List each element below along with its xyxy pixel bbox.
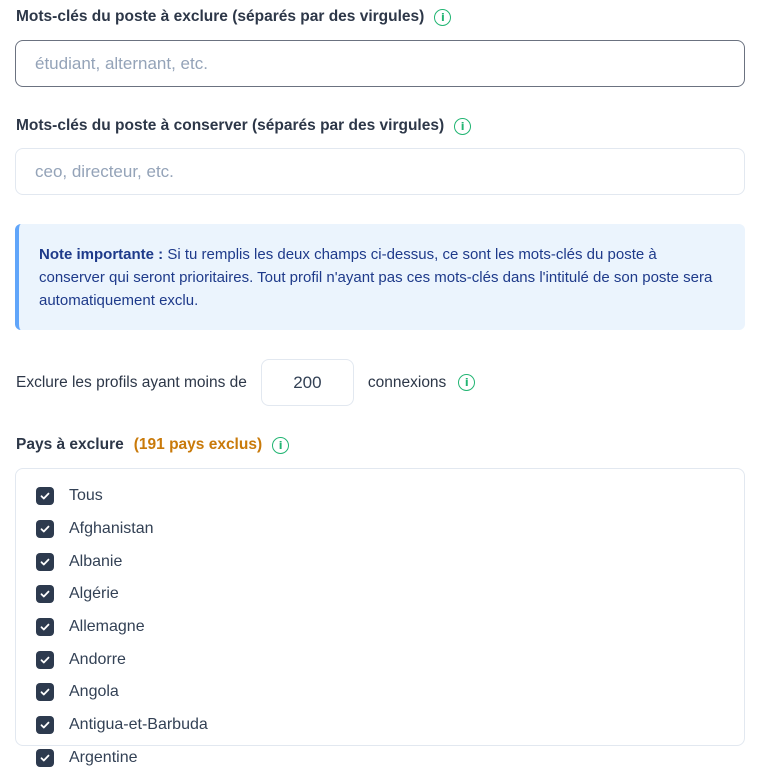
country-item[interactable] bbox=[16, 709, 744, 742]
exclude-keywords-input[interactable] bbox=[15, 40, 745, 87]
countries-label: Pays à exclure (191 pays exclus) i bbox=[16, 436, 289, 454]
checkbox-checked-icon[interactable] bbox=[36, 749, 54, 767]
country-item[interactable] bbox=[16, 742, 744, 774]
country-label: Angola bbox=[69, 683, 119, 701]
important-note: Note importante : Si tu remplis les deux champs ci-dessus, ce sont les mots-clés du poste à conserver qui seront prioritaires. Tout profil n'ayant pas ces mots-clés dans l'intitulé de son poste sera automatiquement exclu. bbox=[15, 224, 745, 330]
country-label: Andorre bbox=[69, 651, 126, 669]
min-connections-input[interactable] bbox=[261, 359, 354, 406]
country-label: Allemagne bbox=[69, 618, 145, 636]
checkbox-checked-icon[interactable] bbox=[36, 520, 54, 538]
country-item[interactable] bbox=[16, 480, 744, 513]
info-icon[interactable]: i bbox=[458, 374, 475, 391]
country-label: Argentine bbox=[69, 749, 138, 767]
country-item[interactable] bbox=[16, 545, 744, 578]
info-icon[interactable]: i bbox=[272, 437, 289, 454]
checkbox-checked-icon[interactable] bbox=[36, 487, 54, 505]
connections-row: Exclure les profils ayant moins de 200 connexions i bbox=[16, 359, 475, 406]
country-item[interactable] bbox=[16, 643, 744, 676]
country-item[interactable] bbox=[16, 611, 744, 644]
info-icon[interactable]: i bbox=[454, 118, 471, 135]
checkbox-checked-icon[interactable] bbox=[36, 553, 54, 571]
country-label: Tous bbox=[69, 487, 103, 505]
country-label: Albanie bbox=[69, 553, 122, 571]
exclude-keywords-label: Mots-clés du poste à exclure (séparés par des virgules) i bbox=[16, 8, 451, 26]
checkbox-checked-icon[interactable] bbox=[36, 585, 54, 603]
keep-keywords-input[interactable] bbox=[15, 148, 745, 195]
checkbox-checked-icon[interactable] bbox=[36, 716, 54, 734]
country-item[interactable] bbox=[16, 513, 744, 546]
checkbox-checked-icon[interactable] bbox=[36, 683, 54, 701]
country-label: Antigua-et-Barbuda bbox=[69, 716, 208, 734]
country-label: Afghanistan bbox=[69, 520, 154, 538]
keep-keywords-label: Mots-clés du poste à conserver (séparés par des virgules) i bbox=[16, 117, 471, 135]
checkbox-checked-icon[interactable] bbox=[36, 618, 54, 636]
checkbox-checked-icon[interactable] bbox=[36, 651, 54, 669]
countries-list[interactable] bbox=[15, 468, 745, 746]
country-item[interactable] bbox=[16, 578, 744, 611]
info-icon[interactable]: i bbox=[434, 9, 451, 26]
country-label: Algérie bbox=[69, 585, 119, 603]
excluded-count: (191 pays exclus) bbox=[134, 436, 262, 454]
country-item[interactable] bbox=[16, 676, 744, 709]
